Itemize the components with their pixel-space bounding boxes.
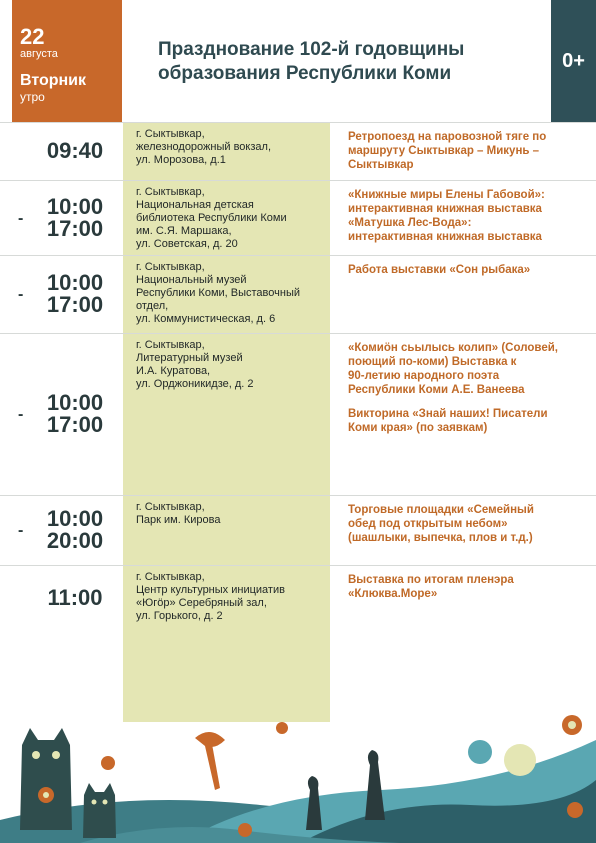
- venue-line: Литературный музей: [136, 352, 243, 364]
- row-divider: [0, 255, 596, 256]
- event-line: (шашлыки, выпечка, плов и т.д.): [348, 532, 533, 544]
- event-description: [348, 130, 580, 172]
- venue-line: ул. Морозова, д.1: [136, 154, 226, 166]
- time-start: 11:00: [47, 584, 103, 610]
- event-time: [18, 508, 118, 552]
- venue-line: ул. Орджоникидзе, д. 2: [136, 378, 254, 390]
- date-day-part: утро: [20, 90, 45, 104]
- title-line-1: Празднование 102-й годовщины: [158, 39, 465, 60]
- row-divider: [0, 565, 596, 566]
- title-line-2: образования Республики Коми: [158, 63, 452, 84]
- date-day: 22: [20, 24, 45, 49]
- venue-line: Национальная детская: [136, 199, 254, 211]
- time-end: 17:00: [46, 292, 104, 317]
- event-venue: [136, 501, 326, 527]
- cat-figure-large: [20, 728, 72, 830]
- time-end: 20:00: [46, 528, 104, 553]
- event-line: маршруту Сыктывкар – Микунь –: [348, 145, 540, 157]
- venue-line: г. Сыктывкар,: [136, 261, 205, 273]
- event-line: Коми края» (по заявкам): [348, 422, 488, 434]
- row-divider: [0, 122, 596, 123]
- venue-line: Центр культурных инициатив: [136, 584, 285, 596]
- event-venue: [136, 339, 326, 391]
- event-description: [348, 503, 580, 545]
- row-divider: [0, 180, 596, 181]
- folk-art-decoration: [0, 680, 596, 843]
- event-description: [348, 188, 580, 244]
- venue-line: отдел,: [136, 300, 169, 312]
- venue-line: г. Сыктывкар,: [136, 186, 205, 198]
- event-time: [18, 392, 118, 436]
- time-range-dash: -: [18, 286, 24, 303]
- event-time: [18, 140, 118, 162]
- venue-line: железнодорожный вокзал,: [136, 141, 271, 153]
- venue-line: ул. Горького, д. 2: [136, 610, 223, 622]
- cat-figure-small: [83, 783, 116, 838]
- event-line: «Матушка Лес-Вода»:: [348, 217, 472, 229]
- time-start: 10:00: [46, 390, 104, 415]
- time-end: 17:00: [46, 215, 104, 241]
- event-line: поющий по-коми) Выставка к: [348, 356, 517, 368]
- venue-line: библиотека Республики Коми: [136, 212, 287, 224]
- time-end: 17:00: [46, 412, 104, 437]
- venue-line: г. Сыктывкар,: [136, 339, 205, 351]
- event-description: [348, 341, 580, 435]
- time-start: 10:00: [46, 270, 104, 295]
- event-line: интерактивная книжная выставка: [348, 231, 542, 243]
- event-line: «Комиӧн сьылысь колип» (Соловей,: [348, 342, 558, 354]
- date-month: августа: [20, 48, 58, 60]
- event-line: Работа выставки «Сон рыбака»: [348, 264, 531, 276]
- date-box: [12, 0, 122, 122]
- venue-line: Национальный музей: [136, 274, 247, 286]
- venue-line: «Югӧр» Серебряный зал,: [136, 597, 267, 609]
- event-line: Ретропоезд на паровозной тяге по: [348, 131, 547, 143]
- venue-line: им. С.Я. Маршака,: [136, 225, 232, 237]
- venue-line: Республики Коми, Выставочный: [136, 287, 301, 299]
- page-title: [158, 38, 538, 86]
- event-time: [18, 272, 118, 316]
- age-rating-badge: 0+: [551, 0, 596, 122]
- event-line: Республики Коми А.Е. Ванеева: [348, 384, 525, 396]
- date-weekday: Вторник: [20, 72, 87, 89]
- event-description: [348, 263, 580, 277]
- event-description: [348, 573, 580, 601]
- event-venue: [136, 261, 326, 326]
- time-range-dash: -: [18, 522, 24, 539]
- time-start: 10:00: [46, 506, 104, 531]
- row-divider: [0, 495, 596, 496]
- venue-line: г. Сыктывкар,: [136, 501, 205, 513]
- row-divider: [0, 333, 596, 334]
- venue-line: г. Сыктывкар,: [136, 128, 205, 140]
- bird-ornament: [195, 732, 225, 790]
- event-venue: [136, 186, 326, 251]
- event-line: 90-летию народного поэта: [348, 370, 500, 382]
- event-line: «Клюква.Море»: [348, 588, 438, 600]
- event-line: [348, 397, 580, 407]
- event-line: Торговые площадки «Семейный: [348, 504, 534, 516]
- event-line: Выставка по итогам пленэра: [348, 574, 514, 586]
- event-line: «Книжные миры Елены Габовой»:: [348, 189, 545, 201]
- event-venue: [136, 571, 326, 623]
- event-line: обед под открытым небом»: [348, 518, 508, 530]
- venue-line: ул. Советская, д. 20: [136, 238, 238, 250]
- venue-line: ул. Коммунистическая, д. 6: [136, 313, 276, 325]
- venue-line: И.А. Куратова,: [136, 365, 211, 377]
- event-line: интерактивная книжная выставка: [348, 203, 542, 215]
- event-line: Сыктывкар: [348, 159, 414, 171]
- time-start: 10:00: [46, 193, 104, 219]
- venue-line: г. Сыктывкар,: [136, 571, 205, 583]
- venue-line: Парк им. Кирова: [136, 514, 221, 526]
- event-time: [18, 193, 118, 241]
- time-range-dash: -: [18, 406, 24, 423]
- event-venue: [136, 128, 326, 167]
- time-range-dash: -: [18, 209, 24, 227]
- event-line: Викторина «Знай наших! Писатели: [348, 408, 548, 420]
- time-start: 09:40: [46, 138, 104, 163]
- event-time: [18, 584, 118, 610]
